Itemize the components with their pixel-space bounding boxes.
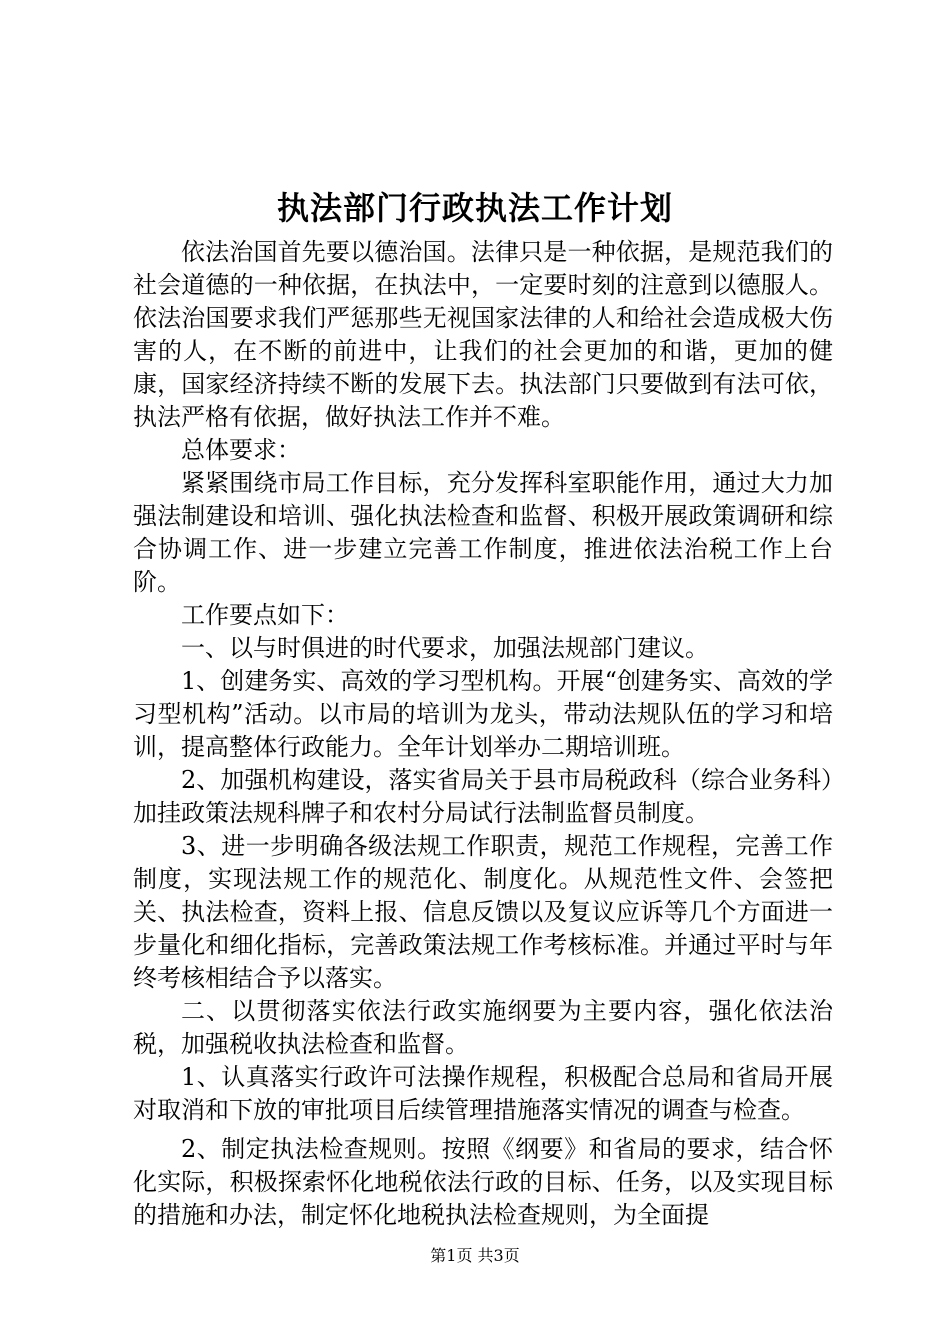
paragraph-section-two-heading: 二、以贯彻落实依法行政实施纲要为主要内容，强化依法治税，加强税收执法检查和监督。: [133, 997, 833, 1058]
paragraph-section-one-item-2: 2、加强机构建设，落实省局关于县市局税政科（综合业务科）加挂政策法规科牌子和农村分局试行法制监督员制度。: [133, 766, 833, 827]
paragraph-overall-requirements: 紧紧围绕市局工作目标，充分发挥科室职能作用，通过大力加强法制建设和培训、强化执法检查和监督、积极开展政策调研和综合协调工作、进一步建立完善工作制度，推进依法治税工作上台阶。: [133, 469, 833, 596]
paragraph-section-one-heading: 一、以与时俱进的时代要求，加强法规部门建议。: [181, 634, 709, 662]
page-footer: 第1页 共3页: [430, 1246, 520, 1265]
paragraph-section-one-item-3: 3、进一步明确各级法规工作职责，规范工作规程，完善工作制度，实现法规工作的规范化、制度化。从规范性文件、会签把关、执法检查，资料上报、信息反馈以及复议应诉等几个方面进一步量化和细化指标，完善政策法规工作考核标准。并通过平时与年终考核相结合予以落实。: [133, 832, 833, 992]
paragraph-section-two-item-1: 1、认真落实行政许可法操作规程，积极配合总局和省局开展对取消和下放的审批项目后续管理措施落实情况的调查与检查。: [133, 1063, 833, 1124]
paragraph-work-points-heading: 工作要点如下：: [181, 601, 349, 629]
document-body: [133, 236, 833, 1232]
paragraph-section-one-item-1: 1、创建务实、高效的学习型机构。开展“创建务实、高效的学习型机构”活动。以市局的培训为龙头，带动法规队伍的学习和培训，提高整体行政能力。全年计划举办二期培训班。: [133, 667, 833, 761]
paragraph-intro: 依法治国首先要以德治国。法律只是一种依据，是规范我们的社会道德的一种依据，在执法中，一定要时刻的注意到以德服人。依法治国要求我们严惩那些无视国家法律的人和给社会造成极大伤害的人，在不断的前进中，让我们的社会更加的和谐，更加的健康，国家经济持续不断的发展下去。执法部门只要做到有法可依，执法严格有依据，做好执法工作并不难。: [133, 238, 833, 431]
paragraph-section-two-item-2: 2、制定执法检查规则。按照《纲要》和省局的要求，结合怀化实际，积极探索怀化地税依法行政的目标、任务，以及实现目标的措施和办法，制定怀化地税执法检查规则，为全面提: [133, 1135, 833, 1229]
document-title: 执法部门行政执法工作计划: [276, 189, 673, 227]
paragraph-overall-requirements-heading: 总体要求：: [181, 436, 301, 464]
